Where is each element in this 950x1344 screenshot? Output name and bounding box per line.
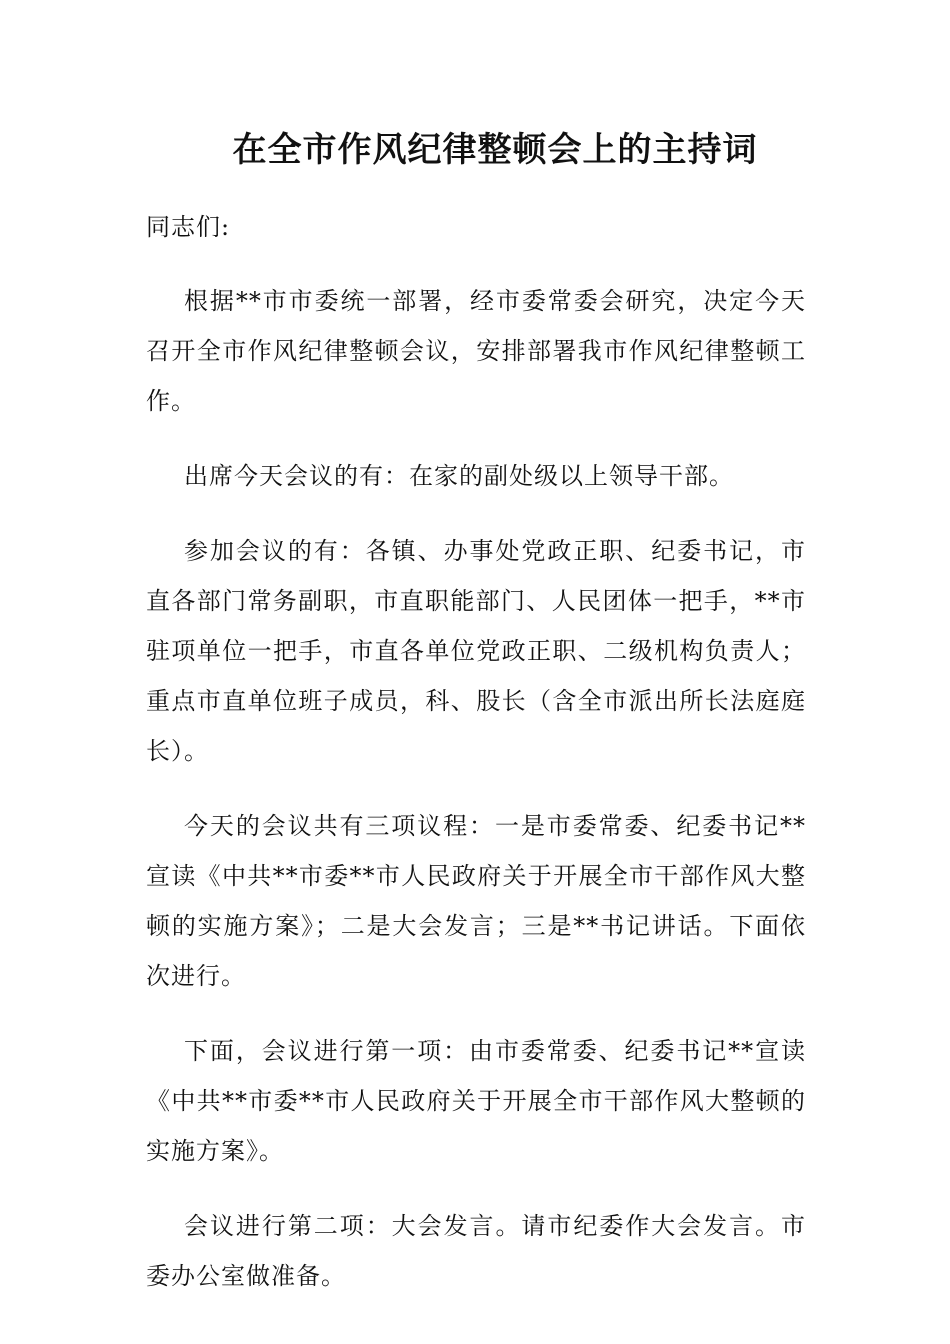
paragraph-attendees-leaders: 出席今天会议的有：在家的副处级以上领导干部。 (184, 462, 734, 490)
salutation: 同志们: (146, 213, 231, 241)
paragraph-purpose: 根据**市市委统一部署，经市委常委会研究，决定今天召开全市作风纪律整顿会议，安排部署我市作风纪律整顿工作。 (146, 287, 806, 415)
document-title: 在全市作风纪律整顿会上的主持词 (232, 130, 758, 170)
document-body (146, 203, 806, 1326)
paragraph-agenda: 今天的会议共有三项议程：一是市委常委、纪委书记**宣读《中共**市委**市人民政府关于开展全市干部作风大整顿的实施方案》；二是大会发言；三是**书记讲话。下面依次进行。 (146, 812, 806, 990)
paragraph-item-one: 下面，会议进行第一项：由市委常委、纪委书记**宣读《中共**市委**市人民政府关于开展全市干部作风大整顿的实施方案》。 (146, 1037, 806, 1165)
paragraph-participants: 参加会议的有：各镇、办事处党政正职、纪委书记，市直各部门常务副职，市直职能部门、人民团体一把手，**市驻项单位一把手，市直各单位党政正职、二级机构负责人；重点市直单位班子成员，科、股长（含全市派出所长法庭庭长）。 (146, 537, 806, 765)
paragraph-item-two: 会议进行第二项：大会发言。请市纪委作大会发言。市委办公室做准备。 (146, 1212, 806, 1290)
